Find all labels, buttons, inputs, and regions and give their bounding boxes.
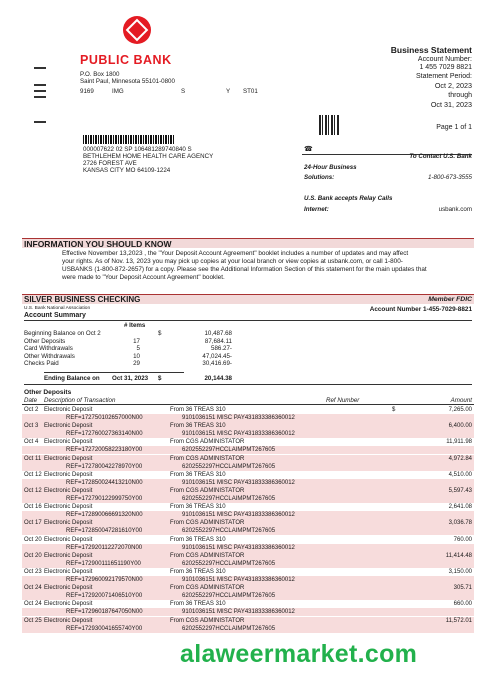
table-row-detail	[22, 527, 474, 535]
deposit-from: From 36 TREAS 310	[170, 504, 226, 511]
col-amount: Amount	[450, 397, 472, 404]
deposit-ref: REF=172790122999750Y00	[66, 496, 143, 502]
ending-balance-date: Oct 31, 2023	[112, 375, 149, 382]
deposit-description: Electronic Deposit	[44, 552, 93, 559]
deposit-amount: 6,400.00	[448, 423, 472, 430]
contact-header: To Contact U.S. Bank	[409, 153, 472, 160]
summary-label: Checks Paid	[24, 360, 59, 368]
deposit-date: Oct 23	[24, 569, 42, 575]
info-line-1: Effective November 13,2023 , the "Your Deposit Account Agreement" booklet includes a number of updates and may affect	[62, 250, 409, 257]
deposit-detail: 6202552297HCCLAIMPMT267605	[182, 560, 276, 567]
deposit-detail: 6202552297HCCLAIMPMT267605	[182, 625, 276, 632]
deposit-date: Oct 24	[24, 601, 42, 608]
deposit-detail: 9101036151 MISC PAY431833386360012	[182, 415, 295, 421]
summary-amount: 586.27-	[211, 345, 232, 353]
deposit-detail: 9101036151 MISC PAY431833386360012	[182, 512, 295, 519]
table-row-detail	[22, 446, 474, 454]
barcode-text: 000007622 02 SP 106481289740840 S	[83, 146, 192, 153]
table-row-detail	[22, 560, 474, 568]
relay-text: U.S. Bank accepts Relay Calls	[304, 195, 393, 202]
period-through: through	[448, 92, 472, 99]
deposit-detail: 6202552297HCCLAIMPMT267605	[182, 528, 276, 535]
code-4: Y	[226, 88, 231, 95]
table-row	[22, 455, 474, 463]
deposit-ref: REF=172900111651190Y00	[66, 560, 141, 567]
customer-street: 2726 FOREST AVE	[83, 160, 137, 167]
qr-code-icon	[319, 115, 339, 135]
deposit-detail: 6202552297HCCLAIMPMT267605	[182, 447, 276, 454]
deposit-from: From CGS ADMINISTATOR	[170, 585, 245, 592]
deposit-description: Electronic Deposit	[44, 504, 93, 511]
statement-title: Business Statement	[390, 45, 472, 55]
col-description: Description of Transaction	[44, 397, 116, 404]
table-row-detail	[22, 495, 474, 503]
margin-mark	[34, 121, 46, 123]
period-label: Statement Period:	[415, 73, 472, 80]
summary-amount: 30,416.69-	[202, 360, 232, 368]
deposit-ref: REF=172720058223180Y00	[66, 447, 143, 454]
summary-label: Other Withdrawals	[24, 352, 75, 360]
deposit-amount: 4,510.00	[448, 471, 472, 478]
deposit-description: Electronic Deposit	[44, 488, 93, 494]
table-row-detail	[22, 625, 474, 633]
deposit-description: Electronic Deposit	[44, 569, 93, 575]
deposit-date: Oct 2	[24, 407, 39, 413]
code-2: IMG	[112, 88, 124, 95]
deposit-detail: 9101036151 MISC PAY431833386360012	[182, 479, 295, 486]
divider	[22, 404, 474, 405]
table-row	[22, 536, 474, 544]
ending-balance-amount: 20,144.38	[204, 375, 232, 382]
deposit-detail: 6202552297HCCLAIMPMT267605	[182, 463, 276, 470]
deposit-from: From 36 TREAS 310	[170, 471, 226, 478]
table-row	[22, 471, 474, 479]
internet-label: Internet:	[304, 206, 329, 213]
ending-balance-currency: $	[158, 375, 162, 382]
info-line-3: USBANKS (1-800-872-2657) for a copy. Please see the Additional Information Section of this statement for the main updates that	[62, 266, 427, 273]
code-3: S	[181, 88, 186, 95]
deposit-date: Oct 11	[24, 455, 42, 462]
table-row-detail	[22, 479, 474, 487]
deposit-from: From CGS ADMINISTATOR	[170, 455, 245, 462]
deposit-ref: REF=172850047281610Y00	[66, 528, 143, 535]
deposit-ref: REF=172920112272070N00	[66, 544, 143, 551]
summary-items: 5	[136, 345, 140, 353]
deposit-amount: 760.00	[453, 536, 472, 543]
divider	[44, 372, 184, 373]
deposit-detail: 6202552297HCCLAIMPMT267605	[182, 593, 276, 600]
table-row	[22, 406, 474, 414]
deposit-amount: 5,597.43	[448, 488, 472, 494]
deposit-date: Oct 24	[24, 585, 42, 592]
deposit-from: From 36 TREAS 310	[170, 407, 226, 413]
deposit-ref: REF=172920071406510Y00	[66, 593, 143, 600]
deposit-amount: 305.71	[453, 585, 472, 592]
account-number: 1 455 7029 8821	[419, 64, 472, 71]
summary-items: 17	[133, 337, 140, 345]
member-fdic: Member FDIC	[428, 296, 472, 303]
summary-currency: $	[158, 330, 162, 337]
summary-label: Other Deposits	[24, 337, 66, 345]
deposit-description: Electronic Deposit	[44, 536, 93, 543]
table-row	[22, 519, 474, 527]
deposit-description: Electronic Deposit	[44, 407, 93, 413]
bank-address-1: P.O. Box 1800	[80, 71, 120, 78]
deposit-detail: 9101036151 MISC PAY431833386360012	[182, 609, 295, 616]
deposit-description: Electronic Deposit	[44, 520, 93, 527]
deposit-from: From CGS ADMINISTATOR	[170, 617, 245, 624]
watermark: alaweermarket.com	[180, 640, 418, 668]
customer-city: KANSAS CITY MO 64109-1224	[83, 167, 171, 174]
col-date: Date	[24, 397, 38, 404]
bank-name: PUBLIC BANK	[80, 53, 172, 67]
deposit-amount: 660.00	[453, 601, 472, 608]
deposit-currency: $	[392, 407, 396, 413]
deposit-date: Oct 12	[24, 471, 42, 478]
deposit-from: From 36 TREAS 310	[170, 601, 226, 608]
deposit-date: Oct 20	[24, 552, 42, 559]
bank-address-2: Saint Paul, Minnesota 55101-0800	[80, 78, 175, 85]
table-row	[22, 503, 474, 511]
account-number-label: Account Number:	[417, 56, 472, 63]
bank-association: U.S. Bank National Association	[24, 306, 91, 311]
margin-mark	[34, 67, 46, 69]
table-row	[22, 600, 474, 608]
deposit-ref: REF=172850024413210N00	[66, 479, 143, 486]
divider	[24, 320, 472, 321]
postal-barcode	[83, 135, 175, 144]
margin-mark	[34, 90, 46, 92]
deposit-detail: 6202552297HCCLAIMPMT267605	[182, 496, 276, 502]
summary-amount: 47,024.45-	[202, 352, 232, 360]
deposits-heading: Other Deposits	[24, 389, 72, 396]
telephone-icon: ☎	[304, 146, 313, 153]
period-end: Oct 31, 2023	[430, 100, 472, 109]
page-number: Page 1 of 1	[436, 124, 472, 131]
deposit-from: From CGS ADMINISTATOR	[170, 552, 245, 559]
deposit-from: From CGS ADMINISTATOR	[170, 520, 245, 527]
deposit-amount: 3,150.00	[448, 569, 472, 575]
deposit-date: Oct 3	[24, 423, 39, 430]
summary-label: Beginning Balance on Oct 2	[24, 330, 101, 337]
deposit-ref: REF=172930041655740Y00	[66, 625, 143, 632]
internet-link[interactable]: usbank.com	[438, 206, 472, 213]
deposit-detail: 9101036151 MISC PAY431833386360012	[182, 577, 295, 583]
contact-phone: 1-800-673-3555	[427, 174, 472, 181]
deposit-amount: 11,572.01	[445, 617, 472, 624]
account-summary-title: Account Summary	[24, 312, 86, 319]
contact-line-2: Solutions:	[304, 174, 335, 181]
deposit-description: Electronic Deposit	[44, 455, 93, 462]
col-ref: Ref Number	[326, 397, 360, 404]
deposit-from: From 36 TREAS 310	[170, 569, 226, 575]
table-row	[22, 552, 474, 560]
margin-mark	[34, 84, 46, 86]
summary-items: 10	[133, 352, 140, 360]
items-header: # Items	[124, 322, 146, 329]
code-1: 9169	[80, 88, 94, 95]
ending-balance-label: Ending Balance on	[44, 375, 100, 382]
deposit-detail: 9101036151 MISC PAY431833386360012	[182, 431, 295, 438]
summary-items: 29	[133, 360, 140, 368]
deposit-amount: 4,972.84	[448, 455, 472, 462]
deposit-date: Oct 25	[24, 617, 42, 624]
deposit-description: Electronic Deposit	[44, 439, 93, 446]
deposit-date: Oct 17	[24, 520, 42, 527]
table-row	[22, 617, 474, 625]
deposit-from: From 36 TREAS 310	[170, 536, 226, 543]
table-row	[22, 438, 474, 446]
deposit-amount: 11,414.48	[445, 552, 472, 559]
contact-line-1: 24-Hour Business	[304, 164, 357, 171]
deposit-from: From CGS ADMINISTATOR	[170, 488, 245, 494]
info-line-4: were made to "Your Deposit Account Agreement" booklet.	[62, 274, 225, 281]
table-row-detail	[22, 608, 474, 616]
info-heading: INFORMATION YOU SHOULD KNOW	[22, 238, 474, 248]
deposit-description: Electronic Deposit	[44, 601, 93, 608]
deposit-amount: 3,036.78	[448, 520, 472, 527]
deposit-ref: REF=172760027363140N00	[66, 431, 143, 438]
deposit-date: Oct 20	[24, 536, 42, 543]
margin-mark	[34, 96, 46, 98]
table-row	[22, 422, 474, 430]
table-row-detail	[22, 463, 474, 471]
deposit-detail: 9101036151 MISC PAY431833386360012	[182, 544, 295, 551]
summary-amount: 10,487.68	[204, 330, 232, 337]
deposit-ref: REF=172780042278970Y00	[66, 463, 143, 470]
period-start: Oct 2, 2023	[434, 81, 472, 90]
deposit-from: From CGS ADMINISTATOR	[170, 439, 245, 446]
deposit-amount: 7,265.00	[448, 407, 472, 413]
table-row	[22, 584, 474, 592]
table-row-detail	[22, 544, 474, 552]
deposit-from: From 36 TREAS 310	[170, 423, 226, 430]
deposit-ref: REF=172960092179570N00	[66, 577, 143, 583]
deposit-ref: REF=172890066691320N00	[66, 512, 143, 519]
table-row	[22, 568, 474, 576]
bank-logo-icon	[123, 16, 151, 44]
deposit-amount: 2,641.08	[448, 504, 472, 511]
divider	[24, 384, 472, 385]
deposit-date: Oct 12	[24, 488, 42, 494]
checking-heading: SILVER BUSINESS CHECKING	[22, 294, 474, 304]
table-row-detail	[22, 511, 474, 519]
deposit-amount: 11,911.98	[446, 439, 472, 446]
code-5: ST01	[243, 88, 258, 95]
info-line-2: your rights. As of Nov. 13, 2023 you may pick up copies at your local branch or view copies at usbank.com, or call 1-800-	[62, 258, 403, 265]
summary-amount: 87,684.11	[204, 337, 232, 345]
customer-name: BETHLEHEM HOME HEALTH CARE AGENCY	[83, 153, 214, 160]
deposit-description: Electronic Deposit	[44, 471, 93, 478]
deposit-date: Oct 4	[24, 439, 39, 446]
table-row-detail	[22, 414, 474, 422]
table-row-detail	[22, 576, 474, 584]
deposit-description: Electronic Deposit	[44, 423, 93, 430]
table-row	[22, 487, 474, 495]
deposit-ref: REF=172960187647050N00	[66, 609, 143, 616]
table-row-detail	[22, 592, 474, 600]
deposit-description: Electronic Deposit	[44, 617, 93, 624]
table-row-detail	[22, 430, 474, 438]
account-number-line: Account Number 1-455-7029-8821	[369, 306, 472, 313]
deposit-description: Electronic Deposit	[44, 585, 93, 592]
deposit-ref: REF=172750102657000N00	[66, 415, 143, 421]
deposit-date: Oct 16	[24, 504, 42, 511]
summary-label: Card Withdrawals	[24, 345, 73, 353]
